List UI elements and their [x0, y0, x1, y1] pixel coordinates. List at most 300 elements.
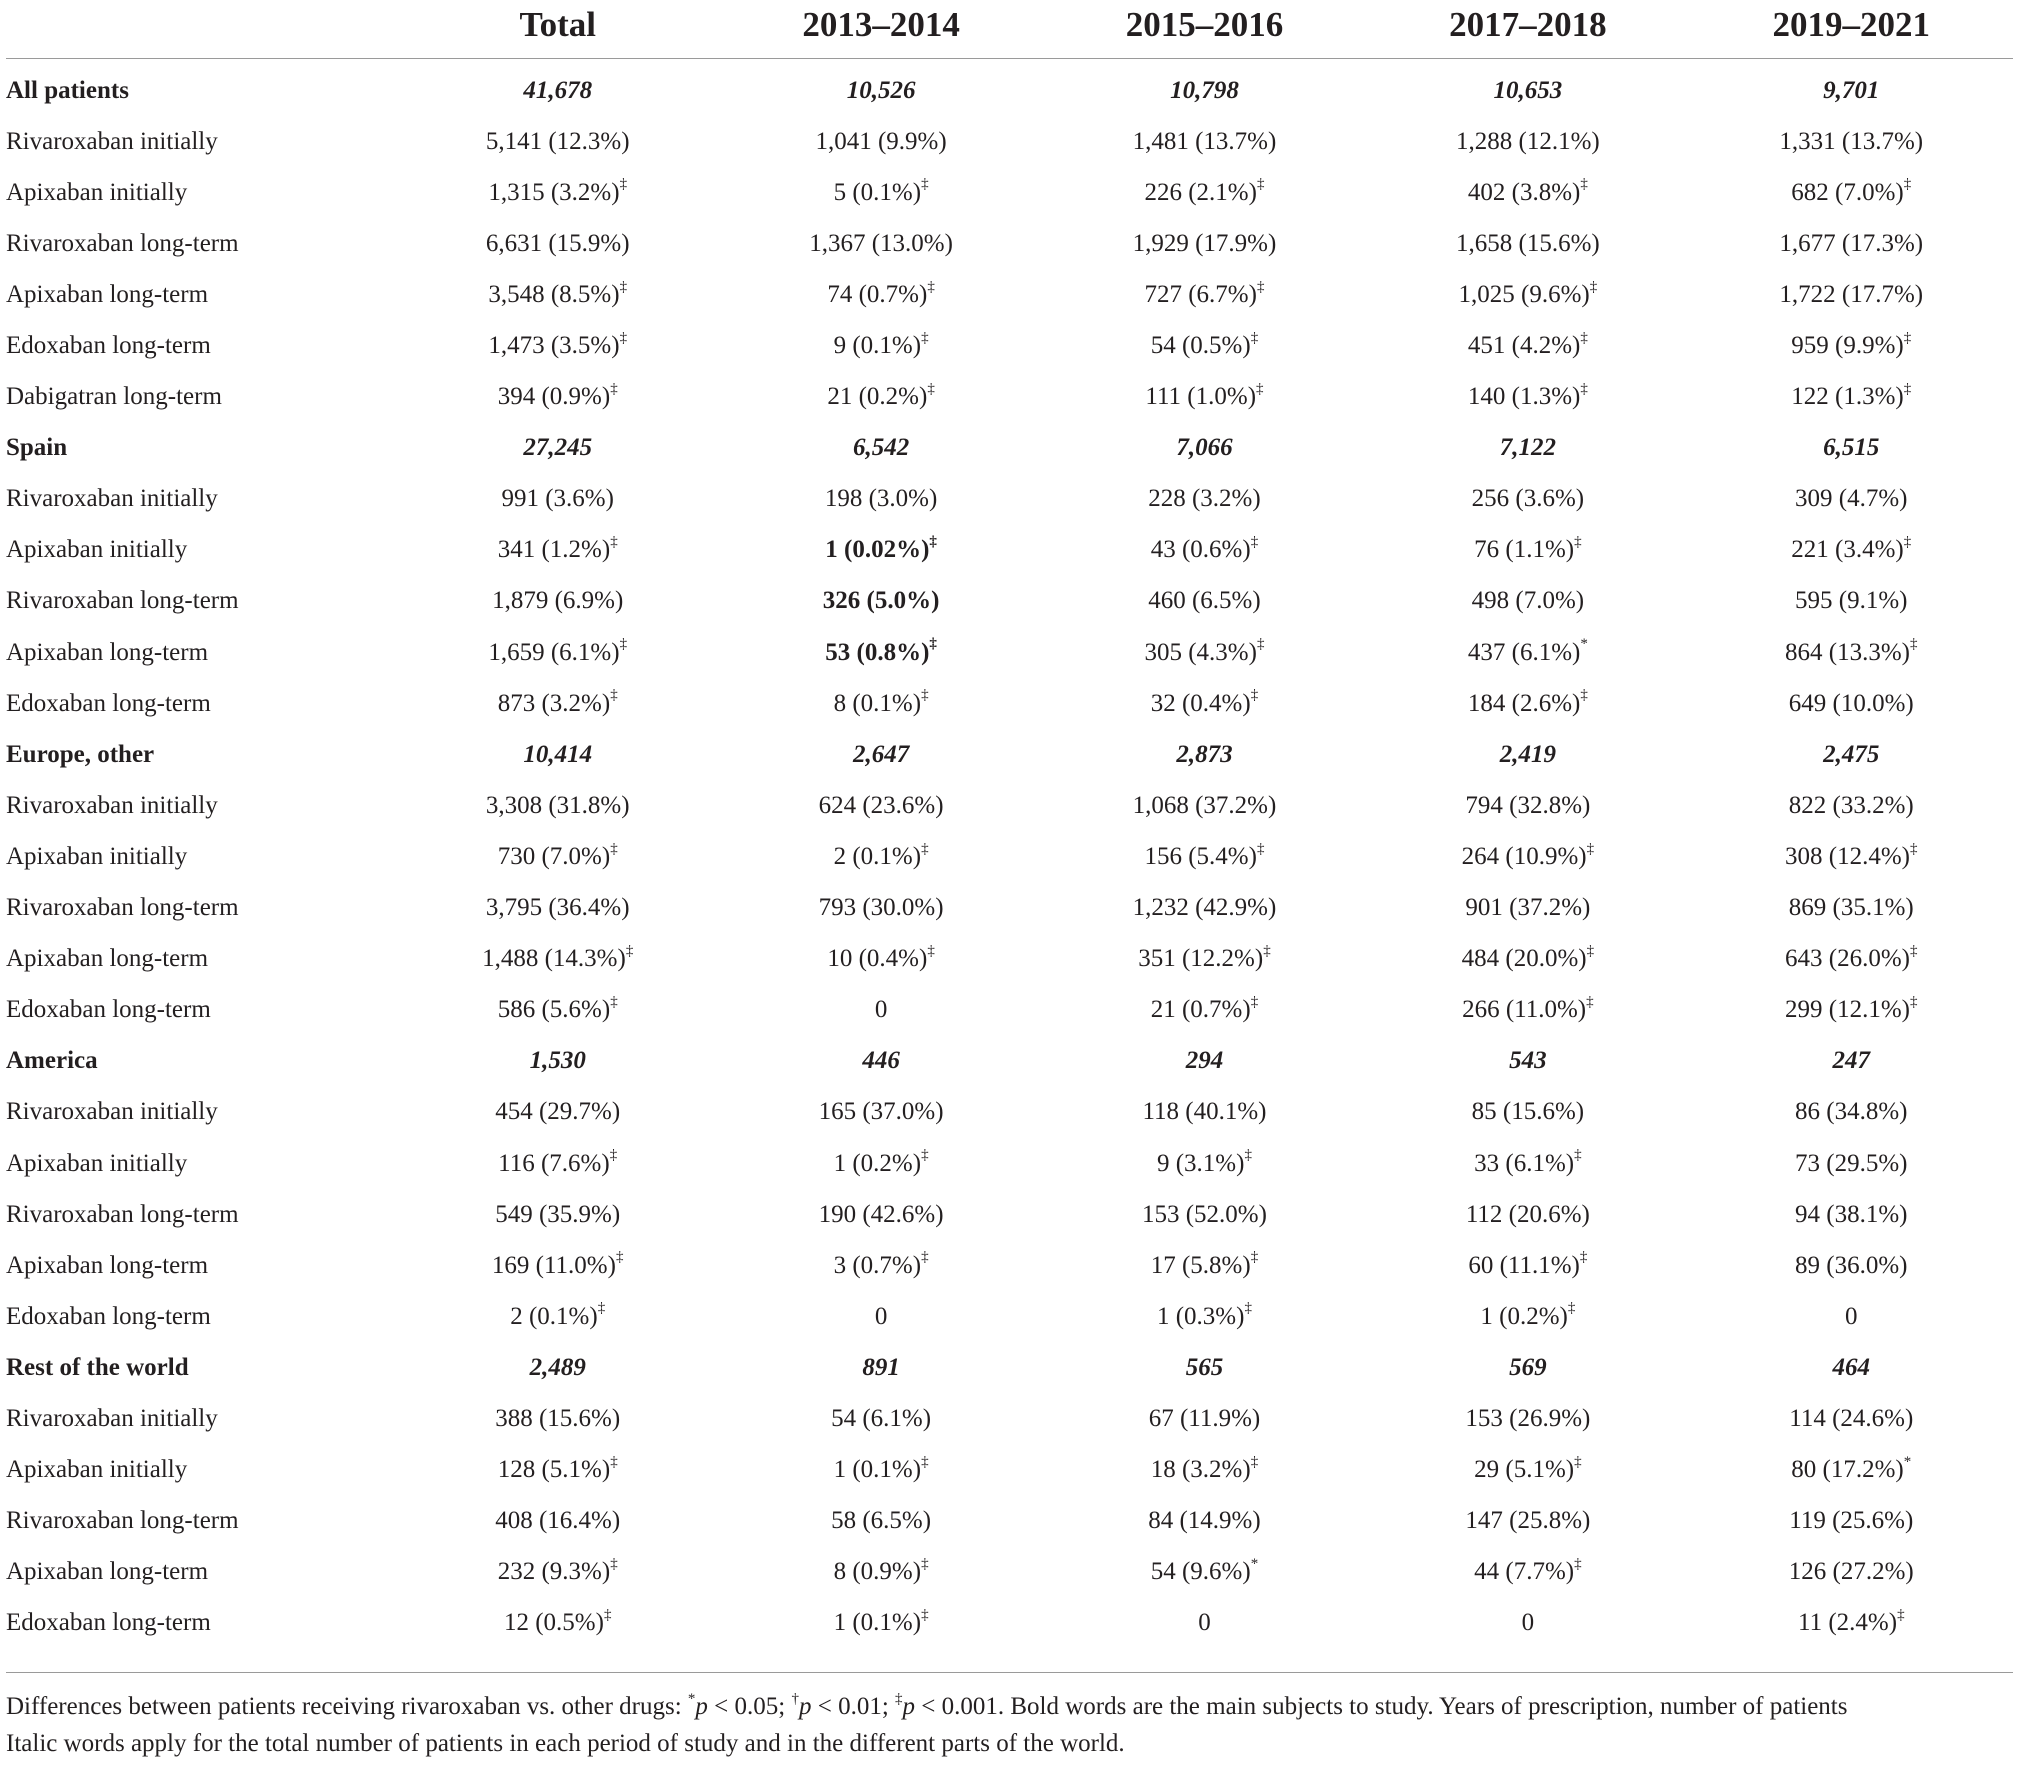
header-cell-2019-2021: 2019–2021	[1690, 0, 2013, 55]
header-cell-2015-2016: 2015–2016	[1043, 0, 1366, 55]
cell-value: 869 (35.1%)	[1788, 894, 1914, 922]
cell-value: 394 (0.9%)	[497, 383, 611, 411]
significance-marker: ‡	[921, 329, 929, 346]
cell-value: 6,631 (15.9%)	[485, 229, 630, 257]
table-cell	[1366, 474, 1689, 525]
table-row	[6, 269, 2013, 320]
group-row	[6, 729, 2013, 780]
row-label	[6, 1393, 396, 1444]
significance-marker: ‡	[921, 1147, 929, 1164]
significance-marker: ‡	[927, 942, 935, 959]
significance-marker: ‡	[1910, 636, 1918, 653]
cell-value: 264 (10.9%)	[1461, 842, 1587, 870]
table-cell	[1366, 1393, 1689, 1444]
cell-value: 308 (12.4%)	[1785, 842, 1911, 870]
table-cell	[396, 627, 719, 678]
row-label	[6, 1291, 396, 1342]
cell-value: 126 (27.2%)	[1788, 1558, 1914, 1586]
significance-marker: ‡	[921, 1453, 929, 1470]
table-cell	[719, 1138, 1042, 1189]
row-label	[6, 934, 396, 985]
table-cell	[1043, 1445, 1366, 1496]
cell-value: 1,331 (13.7%)	[1779, 127, 1924, 155]
table-cell	[1366, 218, 1689, 269]
cell-value: 727 (6.7%)	[1144, 280, 1257, 308]
table-cell	[396, 218, 719, 269]
row-label-text: Rivaroxaban initially	[6, 485, 218, 513]
cell-value: 649 (10.0%)	[1788, 689, 1914, 717]
row-label	[6, 627, 396, 678]
table-cell	[1366, 1138, 1689, 1189]
table-cell	[719, 1393, 1042, 1444]
table-cell	[396, 1087, 719, 1138]
cell-value: 43 (0.6%)	[1150, 536, 1251, 564]
row-label-text: Apixaban long-term	[6, 945, 209, 973]
cell-value: 388 (15.6%)	[495, 1404, 621, 1432]
cell-value: 959 (9.9%)	[1791, 332, 1904, 360]
cell-value: 1,929 (17.9%)	[1132, 229, 1277, 257]
table-cell	[1043, 1598, 1366, 1649]
cell-value: 111 (1.0%)	[1145, 383, 1257, 411]
cell-value: 3 (0.7%)	[833, 1251, 922, 1279]
cell-value: 793 (30.0%)	[818, 894, 944, 922]
significance-marker: ‡	[1256, 278, 1265, 295]
table-cell	[719, 269, 1042, 320]
header-cell-label	[6, 0, 396, 55]
significance-marker: ‡	[610, 1555, 618, 1572]
row-label-text: Rivaroxaban long-term	[6, 587, 239, 615]
table-cell	[396, 474, 719, 525]
cell-value: 119 (25.6%)	[1789, 1507, 1914, 1535]
row-label-text: Apixaban initially	[6, 178, 188, 206]
significance-marker: ‡	[1903, 329, 1912, 346]
cell-value: 184 (2.6%)	[1467, 689, 1581, 717]
row-label	[6, 116, 396, 167]
table-cell: 891	[862, 1353, 900, 1381]
table-cell	[1366, 320, 1689, 371]
cell-value: 437 (6.1%)	[1467, 638, 1581, 666]
cell-value: 11 (2.4%)	[1798, 1609, 1898, 1637]
cell-value: 299 (12.1%)	[1785, 996, 1911, 1024]
cell-value: 74 (0.7%)	[827, 280, 928, 308]
table-cell: 2,475	[1823, 740, 1880, 768]
table-cell	[1690, 1189, 2013, 1240]
table-cell	[719, 372, 1042, 423]
group-row	[6, 1342, 2013, 1393]
row-label-text: Rivaroxaban long-term	[6, 229, 239, 257]
cell-value: 128 (5.1%)	[497, 1456, 611, 1484]
cell-value: 0	[1521, 1609, 1535, 1637]
footnote-p-variable: p	[695, 1693, 708, 1720]
table-cell	[396, 525, 719, 576]
table-cell	[1043, 1240, 1366, 1291]
row-label	[6, 883, 396, 934]
table-cell	[396, 1598, 719, 1649]
table-cell	[719, 1598, 1042, 1649]
footnote-threshold-0001: < 0.001. Bold words are the main subjects to study. Years of prescription, number of patients	[915, 1693, 1848, 1720]
table-row	[6, 372, 2013, 423]
cell-value: 1,677 (17.3%)	[1779, 229, 1924, 257]
table-cell	[396, 1291, 719, 1342]
bold-value	[825, 536, 937, 563]
row-label-text: Rivaroxaban long-term	[6, 1200, 239, 1228]
table-cell	[1366, 1189, 1689, 1240]
cell-value: 1 (0.3%)	[1156, 1302, 1245, 1330]
cell-value: 1 (0.1%)	[833, 1456, 922, 1484]
table-cell	[1366, 1547, 1689, 1598]
significance-marker: ‡	[619, 329, 628, 346]
table-cell	[396, 1240, 719, 1291]
table-cell	[396, 372, 719, 423]
cell-value: 190 (42.6%)	[818, 1200, 944, 1228]
significance-marker: ‡	[1263, 942, 1271, 959]
cell-value: 21 (0.7%)	[1150, 996, 1251, 1024]
table-cell	[396, 1445, 719, 1496]
table-cell	[1043, 627, 1366, 678]
significance-marker: ‡	[1580, 687, 1588, 704]
cell-value: 454 (29.7%)	[495, 1098, 621, 1126]
table-cell	[1690, 985, 2013, 1036]
cell-value: 1,041 (9.9%)	[815, 127, 947, 155]
table-cell	[396, 1547, 719, 1598]
significance-marker: ‡	[1586, 942, 1595, 959]
bold-value	[825, 636, 937, 666]
table-cell: 2,489	[529, 1353, 586, 1381]
significance-marker: ‡	[1910, 840, 1918, 857]
footnote-line-1	[6, 1688, 2013, 1725]
cell-value: 147 (25.8%)	[1465, 1507, 1591, 1535]
table-cell	[1690, 627, 2013, 678]
significance-marker: ‡	[1903, 380, 1912, 397]
row-label	[6, 1087, 396, 1138]
significance-marker: ‡	[921, 687, 929, 704]
table-row	[6, 116, 2013, 167]
cell-value: 232 (9.3%)	[497, 1558, 611, 1586]
cell-value: 991 (3.6%)	[501, 485, 614, 513]
table-cell	[719, 1547, 1042, 1598]
group-row	[6, 59, 2013, 117]
row-label-text: Edoxaban long-term	[6, 332, 211, 360]
row-label	[6, 525, 396, 576]
row-label	[6, 1547, 396, 1598]
table-cell	[1043, 1496, 1366, 1547]
row-label-text: Apixaban initially	[6, 842, 188, 870]
table-cell	[396, 320, 719, 371]
table-cell: 9,701	[1823, 76, 1880, 104]
anticoagulant-table	[6, 0, 2013, 1649]
significance-marker: ‡	[1250, 534, 1259, 551]
cell-value: 5,141 (12.3%)	[485, 127, 630, 155]
cell-value: 0	[1845, 1302, 1858, 1330]
cell-value: 624 (23.6%)	[818, 791, 944, 819]
table-cell	[719, 576, 1042, 627]
table-cell: 543	[1509, 1047, 1547, 1075]
cell-value: 140 (1.3%)	[1467, 383, 1581, 411]
table-cell	[1366, 678, 1689, 729]
table-cell	[1690, 1087, 2013, 1138]
table-cell	[396, 1496, 719, 1547]
table-cell	[396, 831, 719, 882]
table-cell	[1366, 525, 1689, 576]
significance-marker: ‡	[1567, 1300, 1576, 1317]
cell-value: 1,288 (12.1%)	[1456, 127, 1600, 155]
cell-value: 1,315 (3.2%)	[488, 178, 620, 206]
table-cell	[1690, 372, 2013, 423]
cell-value: 226 (2.1%)	[1144, 178, 1257, 206]
table-cell	[1043, 780, 1366, 831]
table-cell: 10,414	[523, 740, 593, 768]
cell-value: 1,879 (6.9%)	[492, 587, 624, 615]
group-row	[6, 423, 2013, 474]
table-bottom-rule	[6, 1672, 2013, 1673]
table-cell	[1366, 831, 1689, 882]
group-label: Spain	[6, 434, 68, 462]
cell-value: 305 (4.3%)	[1144, 638, 1257, 666]
significance-marker: ‡	[927, 380, 935, 397]
bold-value	[823, 587, 940, 614]
cell-value: 2 (0.1%)	[833, 842, 922, 870]
row-label	[6, 320, 396, 371]
significance-marker: ‡	[609, 1147, 618, 1164]
table-cell	[1043, 678, 1366, 729]
cell-value: 326 (5.0%)	[822, 587, 940, 615]
cell-value: 84 (14.9%)	[1148, 1507, 1261, 1535]
table-row	[6, 831, 2013, 882]
cell-value: 408 (16.4%)	[495, 1507, 621, 1535]
table-cell	[719, 167, 1042, 218]
table-cell	[1366, 116, 1689, 167]
row-label-text: Rivaroxaban long-term	[6, 894, 239, 922]
table-row	[6, 1189, 2013, 1240]
header-row	[6, 0, 2013, 59]
cell-value: 1 (0.2%)	[833, 1149, 922, 1177]
table-cell	[719, 678, 1042, 729]
cell-value: 153 (26.9%)	[1465, 1404, 1591, 1432]
cell-value: 1,658 (15.6%)	[1456, 229, 1600, 257]
header-cell-total: Total	[396, 0, 719, 55]
table-body	[6, 59, 2013, 1649]
row-label-text: Edoxaban long-term	[6, 996, 211, 1024]
cell-value: 156 (5.4%)	[1144, 842, 1257, 870]
row-label-text: Edoxaban long-term	[6, 1302, 211, 1330]
significance-marker: ‡	[1580, 380, 1588, 397]
table-cell	[396, 1189, 719, 1240]
table-cell	[1690, 474, 2013, 525]
cell-value: 9 (0.1%)	[833, 332, 922, 360]
table-row	[6, 1598, 2013, 1649]
row-label-text: Apixaban long-term	[6, 1251, 209, 1279]
table-row	[6, 1445, 2013, 1496]
table-cell: 7,122	[1499, 434, 1556, 462]
group-row	[6, 1036, 2013, 1087]
table-cell	[1043, 269, 1366, 320]
significance-marker: ‡	[625, 942, 634, 959]
table-cell	[396, 576, 719, 627]
cell-value: 8 (0.1%)	[833, 689, 922, 717]
row-label	[6, 678, 396, 729]
significance-marker: ‡	[921, 1555, 929, 1572]
cell-value: 0	[874, 1302, 888, 1330]
cell-value: 1,481 (13.7%)	[1132, 127, 1277, 155]
cell-value: 402 (3.8%)	[1467, 178, 1581, 206]
table-cell	[1366, 1291, 1689, 1342]
group-label: Europe, other	[6, 740, 155, 768]
row-label-text: Dabigatran long-term	[6, 383, 222, 411]
table-cell: 247	[1832, 1047, 1871, 1075]
significance-marker: ‡	[1256, 380, 1264, 397]
table-row	[6, 525, 2013, 576]
table-cell: 6,515	[1823, 434, 1880, 462]
table-cell: 464	[1832, 1353, 1871, 1381]
significance-marker: ‡	[615, 1249, 624, 1266]
table-cell	[719, 831, 1042, 882]
cell-value: 341 (1.2%)	[497, 536, 611, 564]
table-cell	[1043, 934, 1366, 985]
cell-value: 266 (11.0%)	[1462, 996, 1587, 1024]
table-cell	[719, 934, 1042, 985]
table-cell	[1690, 525, 2013, 576]
row-label-text: Apixaban long-term	[6, 1558, 209, 1586]
significance-marker: ‡	[929, 534, 937, 551]
footnote-prefix: Differences between patients receiving rivaroxaban vs. other drugs:	[6, 1693, 688, 1720]
table-cell	[396, 1393, 719, 1444]
table-cell	[1366, 576, 1689, 627]
table-cell: 27,245	[523, 434, 593, 462]
table-cell	[1690, 167, 2013, 218]
significance-marker: *	[1580, 636, 1588, 653]
table-cell	[1366, 780, 1689, 831]
cell-value: 1 (0.1%)	[833, 1609, 922, 1637]
cell-value: 460 (6.5%)	[1148, 587, 1261, 615]
table-row	[6, 1291, 2013, 1342]
table-cell: 294	[1185, 1047, 1224, 1075]
cell-value: 549 (35.9%)	[495, 1200, 621, 1228]
significance-marker: ‡	[1256, 176, 1265, 193]
table-cell	[1690, 678, 2013, 729]
row-label	[6, 269, 396, 320]
table-cell	[1043, 1138, 1366, 1189]
significance-marker: ‡	[1897, 1607, 1905, 1624]
table-cell	[1366, 1445, 1689, 1496]
table-cell	[719, 1240, 1042, 1291]
row-label	[6, 372, 396, 423]
significance-marker: ‡	[619, 278, 628, 295]
cell-value: 228 (3.2%)	[1148, 485, 1261, 513]
cell-value: 76 (1.1%)	[1474, 536, 1575, 564]
cell-value: 54 (0.5%)	[1150, 332, 1251, 360]
significance-marker: ‡	[1574, 1453, 1582, 1470]
table-cell	[1043, 525, 1366, 576]
row-label-text: Rivaroxaban initially	[6, 1098, 218, 1126]
cell-value: 586 (5.6%)	[497, 996, 611, 1024]
significance-marker: ‡	[1580, 329, 1588, 346]
table-cell	[719, 883, 1042, 934]
table-row	[6, 1087, 2013, 1138]
cell-value: 29 (5.1%)	[1474, 1456, 1575, 1484]
table-cell	[1043, 1291, 1366, 1342]
table-row	[6, 1240, 2013, 1291]
table-cell	[1043, 1547, 1366, 1598]
significance-marker: *	[1250, 1555, 1259, 1572]
table-cell	[396, 883, 719, 934]
cell-value: 80 (17.2%)	[1791, 1456, 1904, 1484]
cell-value: 112 (20.6%)	[1465, 1200, 1590, 1228]
cell-value: 309 (4.7%)	[1795, 485, 1908, 513]
significance-marker: ‡	[610, 380, 618, 397]
table-cell	[396, 269, 719, 320]
cell-value: 73 (29.5%)	[1795, 1149, 1908, 1177]
cell-value: 1,722 (17.7%)	[1779, 280, 1924, 308]
cell-value: 122 (1.3%)	[1791, 383, 1904, 411]
cell-value: 643 (26.0%)	[1785, 945, 1911, 973]
table-cell: 565	[1185, 1353, 1224, 1381]
footnote-threshold-005: < 0.05;	[707, 1693, 792, 1720]
table-cell	[1690, 1138, 2013, 1189]
cell-value: 21 (0.2%)	[827, 383, 928, 411]
table-cell	[719, 116, 1042, 167]
table-cell	[396, 1138, 719, 1189]
significance-marker: ‡	[610, 840, 618, 857]
cell-value: 256 (3.6%)	[1471, 485, 1585, 513]
significance-marker: ‡	[610, 687, 618, 704]
significance-marker: ‡	[610, 993, 618, 1010]
cell-value: 864 (13.3%)	[1785, 638, 1911, 666]
table-cell	[1366, 1496, 1689, 1547]
significance-marker: ‡	[921, 1607, 929, 1624]
row-label	[6, 780, 396, 831]
table-cell: 7,066	[1176, 434, 1233, 462]
cell-value: 32 (0.4%)	[1150, 689, 1251, 717]
table-cell: 10,526	[846, 76, 916, 104]
footnote-line-2: Italic words apply for the total number of patients in each period of study and in the different parts of the world.	[6, 1730, 1125, 1757]
table-cell	[719, 1189, 1042, 1240]
table-cell	[1690, 831, 2013, 882]
table-cell	[1043, 372, 1366, 423]
table-cell	[1366, 985, 1689, 1036]
table-cell	[719, 627, 1042, 678]
table-cell	[1690, 883, 2013, 934]
cell-value: 153 (52.0%)	[1141, 1200, 1267, 1228]
cell-value: 451 (4.2%)	[1467, 332, 1581, 360]
cell-value: 794 (32.8%)	[1465, 791, 1591, 819]
cell-value: 595 (9.1%)	[1795, 587, 1908, 615]
table-row	[6, 627, 2013, 678]
group-label: America	[6, 1047, 98, 1075]
cell-value: 54 (9.6%)	[1150, 1558, 1251, 1586]
table-cell: 1,530	[529, 1047, 586, 1075]
table-cell	[1690, 1496, 2013, 1547]
cell-value: 86 (34.8%)	[1795, 1098, 1908, 1126]
table-cell	[1690, 576, 2013, 627]
cell-value: 822 (33.2%)	[1788, 791, 1914, 819]
table-row	[6, 678, 2013, 729]
table-cell	[1690, 1240, 2013, 1291]
cell-value: 3,308 (31.8%)	[485, 791, 630, 819]
table-cell	[1366, 627, 1689, 678]
group-label: All patients	[6, 76, 129, 104]
cell-value: 85 (15.6%)	[1471, 1098, 1585, 1126]
table-cell	[719, 1445, 1042, 1496]
table-row	[6, 780, 2013, 831]
significance-marker: ‡	[921, 176, 929, 193]
table-cell	[1366, 269, 1689, 320]
table-cell	[1690, 780, 2013, 831]
table-cell	[719, 985, 1042, 1036]
row-label	[6, 218, 396, 269]
significance-marker: ‡	[927, 278, 935, 295]
row-label	[6, 1240, 396, 1291]
significance-marker: ‡	[921, 1249, 929, 1266]
